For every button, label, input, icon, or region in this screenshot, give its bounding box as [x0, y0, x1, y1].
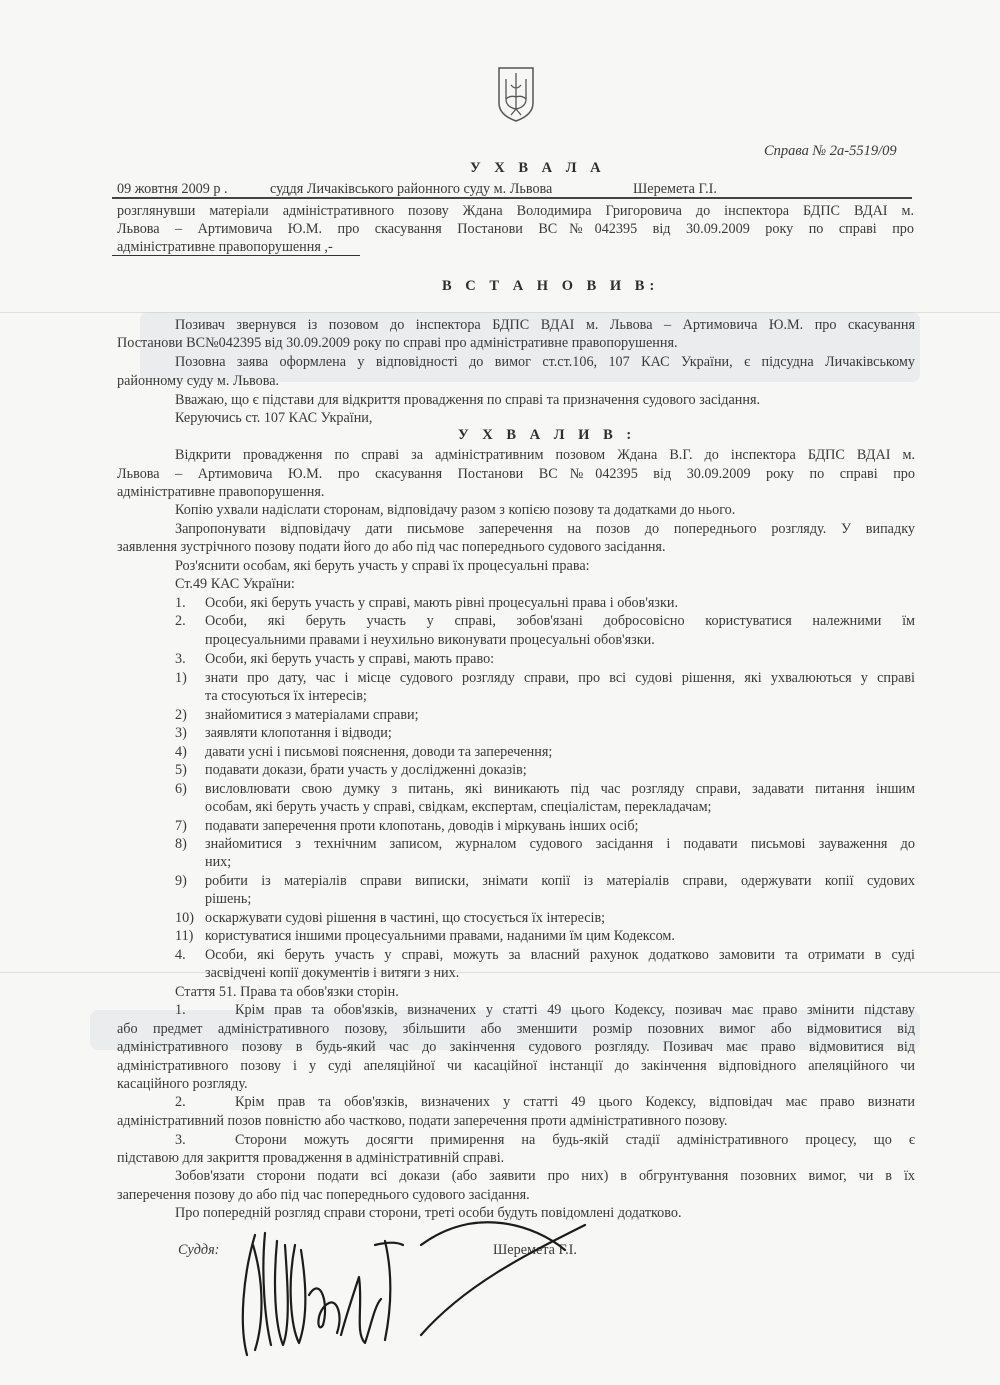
list-item: давати усні і письмові пояснення, доводи та заперечення; [205, 744, 553, 760]
header-rule [112, 197, 912, 199]
list-item-number: 3. [175, 1132, 186, 1148]
established-line: Постанови ВС№042395 від 30.09.2009 року по справі про адміністративне правопорушення. [117, 335, 678, 351]
established-heading: В С Т А Н О В И В: [442, 278, 660, 294]
list-item: них; [205, 854, 232, 870]
judge-court: суддя Личаківського районного суду м. Львова [270, 181, 553, 197]
list-item: заявляти клопотання і відводи; [205, 725, 392, 741]
coat-of-arms-icon [496, 65, 536, 123]
list-item-number: 3. [175, 651, 186, 667]
handwritten-signature-icon [225, 1215, 605, 1365]
judge-name: Шеремета Г.І. [633, 181, 717, 197]
list-item: процесуальними правами і неухильно виконувати процесуальні обов'язки. [205, 632, 655, 648]
article-51-title: Стаття 51. Права та обов'язки сторін. [175, 984, 399, 1000]
list-item: оскаржувати судові рішення в частині, що стосується їх інтересів; [205, 910, 606, 926]
list-item: особам, які беруть участь у справі, свідкам, експертам, спеціалістам, перекладачам; [205, 799, 712, 815]
list-item: Крім прав та обов'язків, визначених у статті 49 цього Кодексу, відповідач має право визнати [235, 1094, 915, 1110]
decided-line: Ст.49 КАС України: [175, 576, 295, 592]
list-item-number: 4) [175, 744, 187, 760]
signature-name: Шеремета Г.І. [493, 1242, 577, 1258]
list-item: знайомитися з матеріалами справи; [205, 707, 419, 723]
list-item: Особи, які беруть участь у справі, мають рівні процесуальні права і обов'язки. [205, 595, 679, 611]
list-item-number: 9) [175, 873, 187, 889]
list-item: адміністративного позову в будь-який час до закінчення судового розгляду. Позивач має право відмовитися від [117, 1039, 915, 1055]
list-item-number: 6) [175, 781, 187, 797]
established-line: Позовна заява оформлена у відповідності до вимог ст.ст.106, 107 КАС України, є підсудна Личаківському [175, 354, 915, 370]
intro-line: розглянувши матеріали адміністративного позову Ждана Володимира Григоровича до інспектора БДПС ВДАІ м. [117, 203, 914, 219]
list-item-number: 7) [175, 818, 187, 834]
list-item-number: 11) [175, 928, 194, 944]
intro-line: адміністративне правопорушення ,- [117, 239, 333, 255]
list-item: та стосуються їх інтересів; [205, 688, 367, 704]
decided-line: Роз'яснити особам, які беруть участь у справі їх процесуальні права: [175, 558, 590, 574]
case-number: Справа № 2а-5519/09 [764, 143, 897, 159]
list-item-number: 1. [175, 595, 186, 611]
document-title: У Х В А Л А [470, 160, 606, 176]
list-item-number: 3) [175, 725, 187, 741]
list-item: робити із матеріалів справи виписки, знімати копії із матеріалів справи, одержувати копії судових [205, 873, 915, 889]
list-item: знати про дату, час і місце судового розгляду справи, про всі судові рішення, які ухвалюються у справі [205, 670, 915, 686]
list-item: рішень; [205, 891, 252, 907]
list-item: адміністративний позов повністю або частково, подати заперечення проти адміністративного позову. [117, 1113, 728, 1129]
list-item-number: 5) [175, 762, 187, 778]
list-item-number: 2. [175, 613, 186, 629]
paper-fold [0, 972, 1000, 973]
document-date: 09 жовтня 2009 р . [117, 181, 228, 197]
list-item: користуватися іншими процесуальними правами, наданими їм цим Кодексом. [205, 928, 675, 944]
list-item: або предмет адміністративного позову, збільшити або зменшити розмір позовних вимог або відмовитися від [117, 1021, 915, 1037]
decided-line: адміністративне правопорушення. [117, 484, 325, 500]
established-line: районному суду м. Львова. [117, 373, 280, 389]
decided-heading: У Х В А Л И В : [458, 427, 637, 443]
list-item-number: 1) [175, 670, 187, 686]
list-item-number: 4. [175, 947, 186, 963]
list-item: засвідчені копії документів і витяги з них. [205, 965, 460, 981]
list-item: висловлювати свою думку з питань, які виникають під час розгляду справи, задавати питання іншим [205, 781, 915, 797]
list-item: адміністративного позову і у суді апеляційної чи касаційної інстанції до закінчення відповідного апеляційного чи [117, 1058, 915, 1074]
list-item-number: 10) [175, 910, 194, 926]
list-item: подавати заперечення проти клопотань, доводів і міркувань інших осіб; [205, 818, 639, 834]
list-item: Особи, які беруть участь у справі, можуть за власний рахунок додатково замовити та отримати в суді [205, 947, 915, 963]
established-line: Позивач звернувся із позовом до інспектора БДПС ВДАІ м. Львова – Артимовича Ю.М. про скасування [175, 317, 915, 333]
intro-rule [112, 255, 360, 256]
decided-line: Запропонувати відповідачу дати письмове заперечення на позов до попереднього розгляду. У випадку [175, 521, 915, 537]
intro-line: Львова – Артимовича Ю.М. про скасування Постанови ВС№042395 від 30.09.2009 року по справі про [117, 221, 914, 237]
list-item-number: 2. [175, 1094, 186, 1110]
decided-line: Львова – Артимовича Ю.М. про скасування Постанови ВС№042395 від 30.09.2009 року по справі про [117, 466, 915, 482]
established-line: Вважаю, що є підстави для відкриття провадження по справі та призначення судового засідання. [175, 392, 761, 408]
list-item-number: 1. [175, 1002, 186, 1018]
signature-label: Суддя: [178, 1242, 220, 1258]
closing-line: Зобов'язати сторони подати всі докази (або заявити про них) в обгрунтування позовних вимог, чи в їх [175, 1168, 915, 1184]
closing-line: Про попередній розгляд справи сторони, треті особи будуть повідомлені додатково. [175, 1205, 682, 1221]
decided-line: заявлення зустрічного позову подати його до або під час попереднього судового засідання. [117, 539, 666, 555]
list-item: знайомитися з технічним записом, журналом судового засідання і подавати письмові зауваження до [205, 836, 915, 852]
decided-line: Копію ухвали надіслати сторонам, відповідачу разом з копією позову та додатками до нього. [175, 502, 736, 518]
decided-line: Відкрити провадження по справі за адміністративним позовом Ждана В.Г. до інспектора БДПС ВДАІ м. [175, 447, 915, 463]
list-item: Крім прав та обов'язків, визначених у статті 49 цього Кодексу, позивач має право змінити підставу [235, 1002, 915, 1018]
closing-line: заперечення позову до або під час попереднього судового засідання. [117, 1187, 530, 1203]
list-item: подавати докази, брати участь у дослідженні доказів; [205, 762, 527, 778]
list-item: Особи, які беруть участь у справі, зобов'язані добросовісно користуватися належними їм [205, 613, 915, 629]
list-item-number: 2) [175, 707, 187, 723]
established-line: Керуючись ст. 107 КАС України, [175, 410, 373, 426]
list-item: Особи, які беруть участь у справі, мають право: [205, 651, 495, 667]
list-item: Сторони можуть досягти примирення на будь-якій стадії адміністративного процесу, що є [235, 1132, 915, 1148]
list-item: підставою для закриття провадження в адміністративній справі. [117, 1150, 505, 1166]
list-item-number: 8) [175, 836, 187, 852]
list-item: касаційного розгляду. [117, 1076, 248, 1092]
